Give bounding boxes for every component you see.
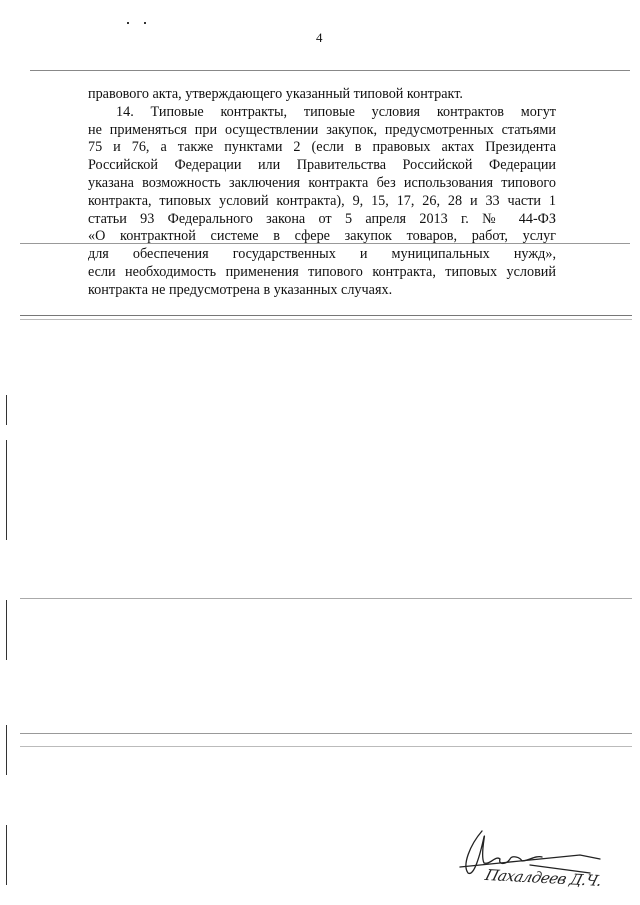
text-line: правового акта, утверждающего указанный типовой контракт. <box>88 86 463 102</box>
scan-edge-mark <box>6 395 7 425</box>
scan-artifact-line <box>20 319 632 320</box>
text-line: указана возможность заключения контракта без использования типового <box>88 174 556 191</box>
scan-artifact-line <box>20 315 632 316</box>
text-line: контракта, типовых условий контракта), 9, 15, 17, 26, 28 и 33 части 1 <box>88 192 556 209</box>
text-line: статьи 93 Федерального закона от 5 апреля 2013 г. № 44-ФЗ <box>88 210 556 227</box>
scan-edge-mark <box>6 825 7 885</box>
signature-name: Пахалдеев Д.Ч. <box>483 866 604 890</box>
text-line: «О контрактной системе в сфере закупок товаров, работ, услуг <box>88 228 556 245</box>
text-line: Российской Федерации или Правительства Российской Федерации <box>88 157 556 174</box>
page-number: 4 <box>316 30 323 45</box>
scan-edge-mark <box>6 725 7 775</box>
scan-artifact-line <box>20 598 632 599</box>
scan-speck <box>144 22 146 24</box>
document-body <box>88 86 556 300</box>
scan-artifact-line <box>20 746 632 747</box>
text-line: контракта не предусмотрена в указанных случаях. <box>88 281 393 298</box>
scan-artifact-line <box>30 70 630 71</box>
text-line: если необходимость применения типового контракта, типовых условий <box>88 263 556 280</box>
text-line: не применяться при осуществлении закупок, предусмотренных статьями <box>88 121 556 138</box>
text-line: 75 и 76, а также пунктами 2 (если в правовых актах Президента <box>88 139 556 156</box>
text-line: 14. Типовые контракты, типовые условия контрактов могут <box>116 103 556 120</box>
text-line: для обеспечения государственных и муниципальных нужд», <box>88 246 556 263</box>
scan-artifact-line <box>20 733 632 734</box>
scan-edge-mark <box>6 600 7 660</box>
scan-speck <box>127 22 129 24</box>
scan-edge-mark <box>6 440 7 540</box>
handwritten-signature <box>450 825 635 900</box>
